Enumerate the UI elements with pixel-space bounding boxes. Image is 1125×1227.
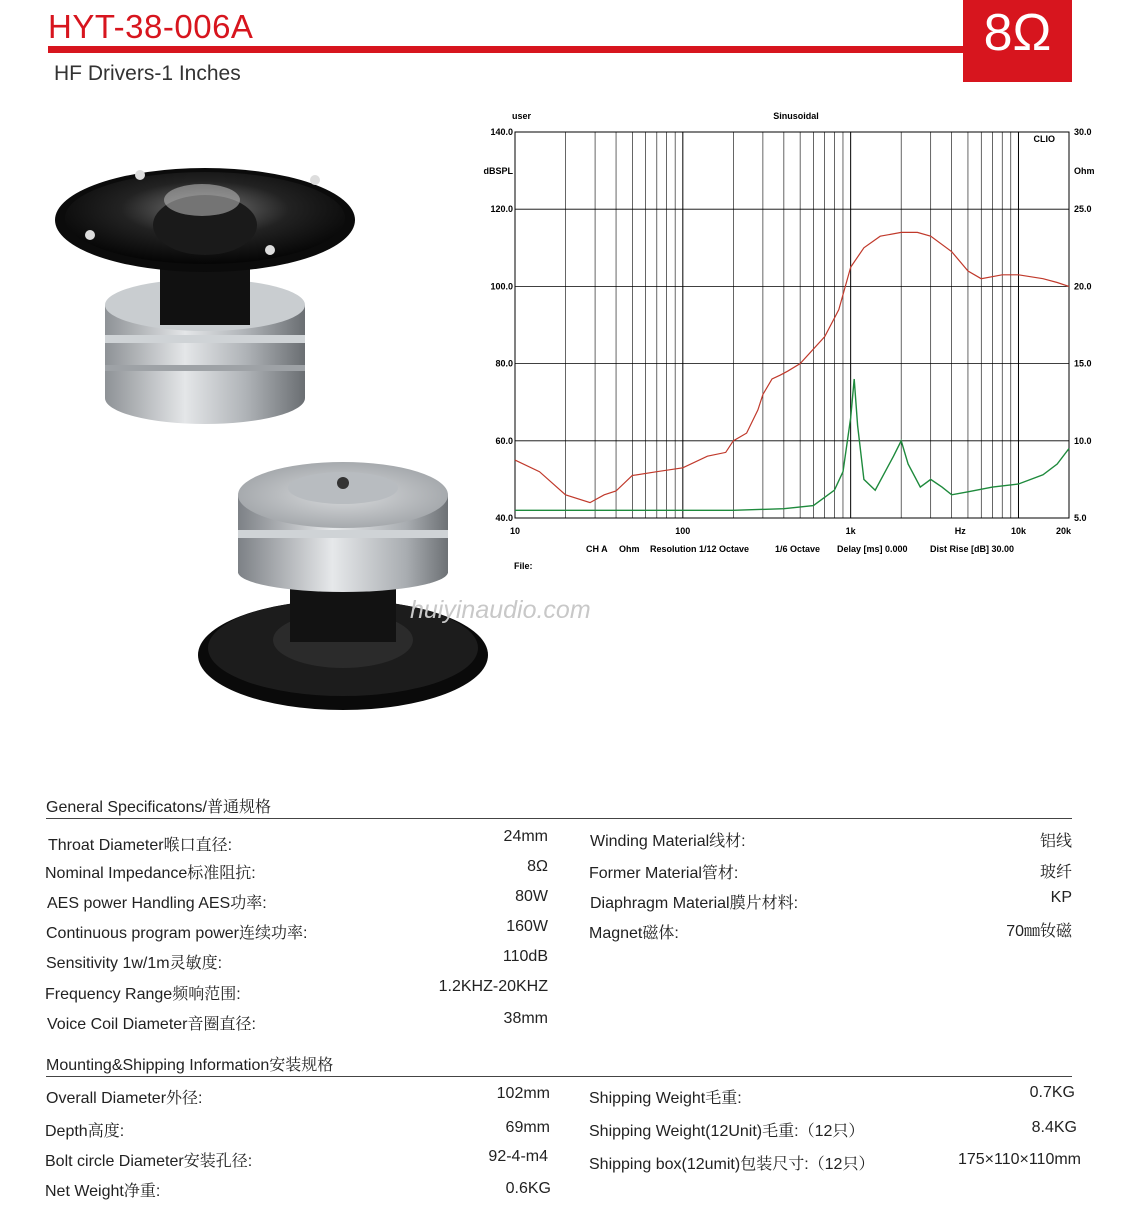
spec-label: Shipping Weight毛重: [589, 1090, 742, 1107]
spec-value: 0.6KG [505, 1180, 551, 1197]
spec-value: 102mm [496, 1085, 550, 1102]
spec-label: Magnet磁体: [589, 925, 679, 942]
header-rule [48, 46, 963, 53]
footer-delay: Delay [ms] 0.000 [837, 544, 908, 554]
spec-label: Sensitivity 1w/1m灵敏度: [46, 955, 223, 972]
spec-value: 70㎜钕磁 [1006, 923, 1072, 940]
left-tick-label: 40.0 [495, 513, 513, 523]
driver-photo-bottom [195, 450, 495, 720]
x-tick-label: 1k [845, 526, 856, 536]
x-tick-label: 20k [1055, 526, 1071, 536]
right-tick-label: 10.0 [1074, 435, 1092, 446]
frequency-response-chart [470, 100, 1110, 580]
spec-value: 0.7KG [1029, 1084, 1075, 1101]
spec-label: Winding Material线材: [590, 833, 746, 850]
spec-label: Frequency Range频响范围: [45, 986, 241, 1003]
x-tick-label: 10 [509, 526, 521, 536]
spec-value: 8.4KG [1031, 1119, 1077, 1136]
left-tick-label: 100.0 [490, 281, 513, 292]
model-title: HYT-38-006A [48, 8, 254, 45]
footer-channel: CH A [586, 544, 608, 554]
spec-value: 24mm [503, 828, 548, 845]
spec-label: Voice Coil Diameter音圈直径: [47, 1016, 256, 1033]
spec-label: Throat Diameter喉口直径: [48, 837, 233, 854]
general-spec-title: General Specificatons/普通规格 [46, 799, 271, 816]
left-tick-label: 120.0 [490, 204, 513, 215]
chart-grid [515, 132, 1069, 518]
spec-label: Former Material管材: [589, 865, 739, 882]
mounting-spec-rule [46, 1076, 1072, 1077]
spec-value: 80W [515, 888, 548, 905]
left-tick-label: 80.0 [495, 358, 513, 369]
chart-title: Sinusoidal [773, 111, 819, 121]
spec-value: 110dB [502, 948, 548, 965]
impedance-series-line [515, 379, 1069, 510]
spec-label: Depth高度: [45, 1123, 125, 1140]
footer-smoothing: 1/6 Octave [775, 544, 821, 554]
chart-file-label: File: [514, 561, 533, 571]
chart-corner-label: user [512, 111, 532, 121]
impedance-badge: 8Ω [963, 0, 1072, 82]
watermark-text: huiyinaudio.com [410, 596, 591, 624]
right-tick-label: 20.0 [1074, 281, 1092, 292]
footer-unit: Ohm [619, 544, 640, 554]
general-spec-rule [46, 818, 1072, 819]
x-tick-label: 10k [1010, 526, 1026, 536]
spec-value: 175×110×110mm [957, 1151, 1081, 1168]
spec-value: 38mm [503, 1010, 548, 1027]
spec-value: 铝线 [1039, 833, 1072, 850]
spec-label: Continuous program power连续功率: [46, 925, 308, 942]
spec-value: 160W [506, 918, 548, 935]
x-tick-label: Hz [954, 526, 966, 536]
right-tick-label: 25.0 [1074, 204, 1092, 215]
spec-value: 玻纤 [1039, 864, 1072, 881]
left-tick-label: 140.0 [490, 127, 513, 137]
spec-label: Bolt circle Diameter安装孔径: [45, 1153, 253, 1170]
right-tick-label: 5.0 [1074, 513, 1087, 523]
footer-dist-rise: Dist Rise [dB] 30.00 [930, 544, 1015, 554]
spec-value: 8Ω [527, 858, 548, 875]
spec-value: 69mm [505, 1119, 550, 1136]
footer-resolution: Resolution 1/12 Octave [650, 544, 750, 554]
chart-brand: CLIO [1033, 134, 1055, 144]
product-subtitle: HF Drivers-1 Inches [54, 62, 241, 85]
spec-label: Shipping box(12umit)包装尺寸:（12只） [589, 1156, 875, 1173]
spec-label: Diaphragm Material膜片材料: [590, 895, 799, 912]
spl-series-line [515, 232, 1069, 502]
right-tick-label: 30.0 [1074, 127, 1092, 137]
left-axis-unit: dBSPL [483, 166, 513, 176]
spec-label: AES power Handling AES功率: [47, 895, 267, 912]
left-tick-label: 60.0 [495, 435, 513, 446]
spec-label: Overall Diameter外径: [46, 1090, 203, 1107]
spec-label: Net Weight净重: [45, 1183, 161, 1200]
spec-value: KP [1050, 889, 1072, 906]
spec-value: 92-4-m4 [488, 1148, 548, 1165]
spec-label: Shipping Weight(12Unit)毛重:（12只） [589, 1123, 865, 1140]
plot-frame [515, 132, 1069, 518]
spec-label: Nominal Impedance标准阻抗: [45, 865, 256, 882]
driver-photo-top [50, 150, 360, 430]
right-axis-unit: Ohm [1074, 166, 1095, 176]
right-tick-label: 15.0 [1074, 358, 1092, 369]
x-tick-label: 100 [675, 526, 691, 536]
mounting-spec-title: Mounting&Shipping Information安装规格 [46, 1057, 334, 1074]
spec-value: 1.2KHZ-20KHZ [438, 978, 548, 995]
